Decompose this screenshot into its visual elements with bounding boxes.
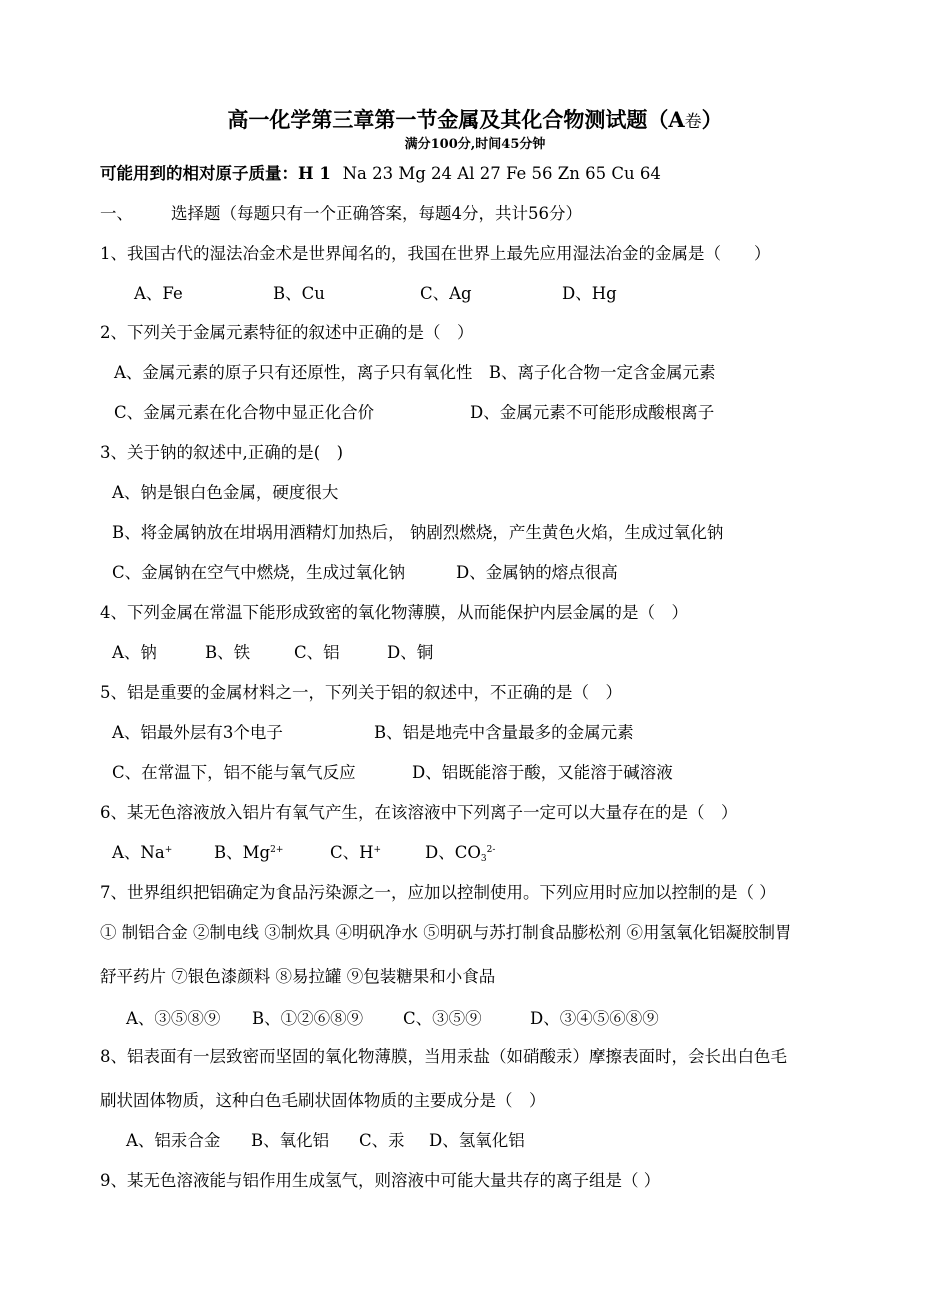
question-7-options bbox=[126, 1009, 659, 1029]
question-4-options bbox=[112, 643, 433, 663]
atomic-mass-label: 可能用到的相对原子质量：H 1 bbox=[100, 164, 331, 183]
q1-option-c: C、Ag bbox=[420, 284, 472, 303]
q6-option-a bbox=[112, 843, 214, 863]
q4-option-c: C、铝 bbox=[294, 643, 340, 662]
q7-option-c: C、③⑤⑨ bbox=[403, 1009, 482, 1028]
title-volume: 卷 bbox=[684, 112, 702, 132]
q5-options-cd bbox=[112, 763, 673, 783]
q6-option-a-charge: + bbox=[164, 845, 173, 855]
question-6-stem: 6、某无色溶液放入铝片有氧气产生，在该溶液中下列离子一定可以大量存在的是（ ） bbox=[100, 803, 738, 822]
question-6-options bbox=[112, 843, 495, 863]
q4-option-d: D、铜 bbox=[387, 643, 434, 662]
q6-option-c-text: C、H bbox=[330, 843, 374, 862]
q8-option-c: C、汞 bbox=[359, 1131, 405, 1150]
q2-option-c: C、金属元素在化合物中显正化合价 bbox=[114, 403, 375, 422]
page-title bbox=[0, 106, 950, 136]
q5-option-c: C、在常温下，铝不能与氧气反应 bbox=[112, 763, 356, 782]
q7-option-b: B、①②⑥⑧⑨ bbox=[252, 1009, 364, 1028]
q3-option-c: C、金属钠在空气中燃烧，生成过氧化钠 bbox=[112, 563, 406, 582]
q7-items-line-2: 舒平药片 ⑦银色漆颜料 ⑧易拉罐 ⑨包装糖果和小食品 bbox=[100, 967, 496, 986]
title-main: 高一化学第三章第一节金属及其化合物测试题（ bbox=[227, 107, 669, 132]
section-number: 一、 bbox=[100, 204, 133, 223]
q8-option-a: A、铝汞合金 bbox=[126, 1131, 221, 1150]
q6-option-d bbox=[425, 843, 495, 863]
q6-option-b bbox=[214, 843, 330, 863]
question-8-stem-line-1: 8、铝表面有一层致密而坚固的氧化物薄膜，当用汞盐（如硝酸汞）摩擦表面时，会长出白色毛 bbox=[100, 1047, 787, 1066]
question-4-stem: 4、下列金属在常温下能形成致密的氧化物薄膜，从而能保护内层金属的是（ ） bbox=[100, 603, 688, 622]
q1-option-b: B、Cu bbox=[273, 284, 325, 303]
q3-option-d: D、金属钠的熔点很高 bbox=[456, 563, 618, 582]
atomic-mass-values: Na 23 Mg 24 Al 27 Fe 56 Zn 65 Cu 64 bbox=[342, 164, 661, 183]
q6-option-b-charge: 2+ bbox=[270, 845, 284, 855]
q3-option-b: B、将金属钠放在坩埚用酒精灯加热后， 钠剧烈燃烧，产生黄色火焰，生成过氧化钠 bbox=[112, 523, 724, 542]
title-close: ） bbox=[701, 107, 723, 132]
q2-option-d: D、金属元素不可能形成酸根离子 bbox=[470, 403, 715, 422]
question-9-stem: 9、某无色溶液能与铝作用生成氢气，则溶液中可能大量共存的离子组是（ ） bbox=[100, 1171, 661, 1190]
question-3-stem: 3、关于钠的叙述中,正确的是( ) bbox=[100, 443, 344, 462]
subtitle: 满分100分,时间45分钟 bbox=[404, 137, 546, 152]
q4-option-a: A、钠 bbox=[112, 643, 157, 662]
q6-option-c bbox=[330, 843, 425, 863]
q5-option-b: B、铝是地壳中含量最多的金属元素 bbox=[374, 723, 634, 742]
question-7-stem: 7、世界组织把铝确定为食品污染源之一，应加以控制使用。下列应用时应加以控制的是（ ） bbox=[100, 883, 776, 902]
q6-option-d-charge: 2- bbox=[486, 845, 496, 855]
q6-option-b-text: B、Mg bbox=[214, 843, 271, 862]
question-1-stem: 1、我国古代的湿法冶金术是世界闻名的，我国在世界上最先应用湿法冶金的金属是（ ） bbox=[100, 244, 771, 263]
q6-option-d-subscript: 3 bbox=[480, 854, 487, 864]
q7-option-d: D、③④⑤⑥⑧⑨ bbox=[530, 1009, 659, 1028]
question-1-options bbox=[134, 284, 617, 304]
q7-items-line-1: ① 制铝合金 ②制电线 ③制炊具 ④明矾净水 ⑤明矾与苏打制食品膨松剂 ⑥用氢氧化铝凝胶制胃 bbox=[100, 923, 792, 942]
atomic-mass-line bbox=[100, 164, 661, 184]
section-heading bbox=[100, 204, 582, 224]
q2-options-line-2 bbox=[114, 403, 714, 423]
question-5-stem: 5、铝是重要的金属材料之一，下列关于铝的叙述中，不正确的是（ ） bbox=[100, 683, 622, 702]
q3-options-cd bbox=[112, 563, 618, 583]
q5-option-d: D、铝既能溶于酸，又能溶于碱溶液 bbox=[412, 763, 673, 782]
q1-option-d: D、Hg bbox=[562, 284, 617, 303]
q6-option-a-text: A、Na bbox=[112, 843, 165, 862]
question-8-stem-line-2: 刷状固体物质，这种白色毛刷状固体物质的主要成分是（ ） bbox=[100, 1091, 546, 1110]
q3-option-a: A、钠是银白色金属，硬度很大 bbox=[112, 483, 339, 502]
question-8-options bbox=[126, 1131, 525, 1151]
q1-option-a: A、Fe bbox=[134, 284, 183, 303]
q7-option-a: A、③⑤⑧⑨ bbox=[126, 1009, 221, 1028]
title-volume-letter: A bbox=[668, 107, 685, 132]
q5-options-ab bbox=[112, 723, 634, 743]
q8-option-b: B、氧化铝 bbox=[251, 1131, 330, 1150]
question-2-stem: 2、下列关于金属元素特征的叙述中正确的是（ ） bbox=[100, 323, 474, 342]
q6-option-c-charge: + bbox=[373, 845, 382, 855]
section-text: 选择题（每题只有一个正确答案，每题4分，共计56分） bbox=[171, 204, 582, 223]
q6-option-d-text: D、CO bbox=[425, 843, 481, 862]
q4-option-b: B、铁 bbox=[205, 643, 251, 662]
q2-options-line-1: A、金属元素的原子只有还原性，离子只有氧化性 B、离子化合物一定含金属元素 bbox=[114, 363, 716, 382]
q5-option-a: A、铝最外层有3个电子 bbox=[112, 723, 283, 742]
q8-option-d: D、氢氧化铝 bbox=[429, 1131, 525, 1150]
